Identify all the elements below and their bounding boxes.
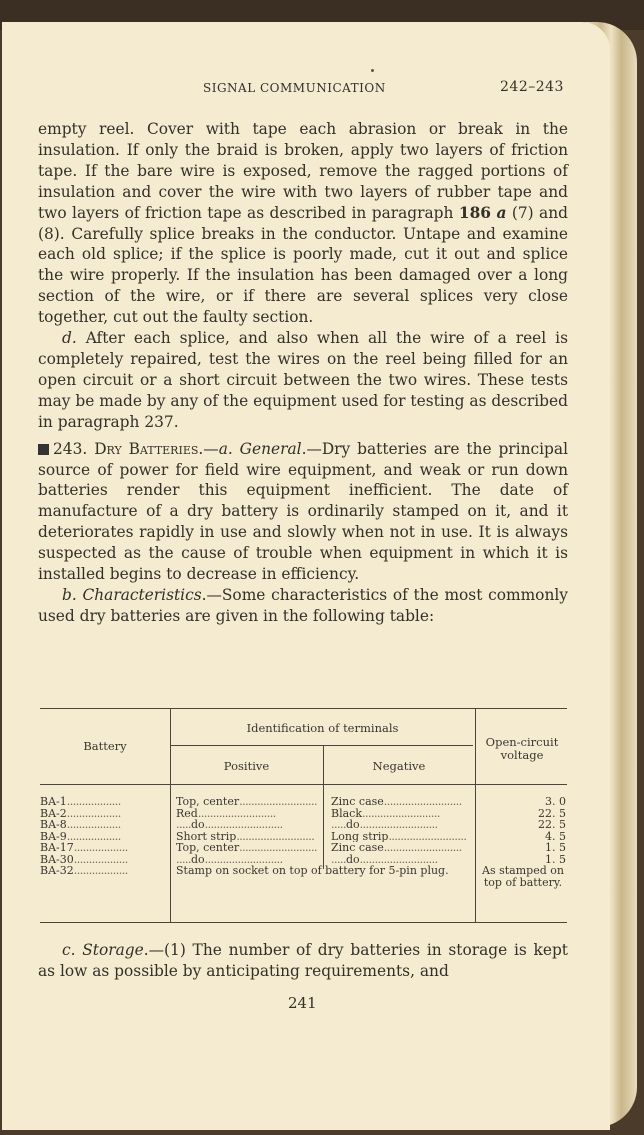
cell-voltage: 4. 5: [545, 829, 566, 843]
cell-negative: [331, 831, 471, 843]
header-positive: Positive: [223, 759, 270, 773]
section-243: [38, 439, 568, 585]
positive-value: Red: [176, 807, 198, 819]
table-rule-bottom: [40, 922, 567, 923]
section-number: 243.: [53, 439, 88, 458]
cell-positive-spanning: Stamp on socket on top of battery for 5-pin plug.: [176, 864, 449, 877]
table-rule-top: [40, 708, 567, 709]
cell-negative: [331, 796, 471, 808]
para-b-label: b.: [62, 585, 77, 604]
battery-name: BA-2: [40, 807, 67, 819]
cell-battery: [40, 831, 166, 843]
leader-dots: ..................: [73, 842, 128, 854]
section-a-label: a.: [218, 439, 233, 458]
battery-name: BA-17: [40, 842, 74, 854]
section-a-title: General: [239, 439, 302, 458]
table-rule-head: [40, 784, 567, 785]
speck: [371, 69, 374, 72]
para-b-text: .—Some characteristics of the most commonly used dry batteries are given in the following table:: [38, 585, 568, 625]
section-a-text: .—Dry batteries are the principal source of power for field wire equipment, and weak or run down batteries render this equipment inefficient. The date of manufacture of a dry battery is ordinarily stamped on it, and it deteriorates rapidly in use and slowly when not in use. It is always suspected as the cause of trouble when equipment in which it is installed begins to decrease in efficiency.: [38, 439, 568, 584]
running-head: [2, 79, 610, 99]
header-identification: Identification of terminals: [246, 721, 399, 735]
book-page: [2, 22, 610, 1130]
positive-value: Short strip: [176, 830, 237, 842]
leader-dots: ..................: [66, 807, 121, 819]
cell-voltage: 1. 5: [545, 852, 566, 866]
cell-negative: [331, 808, 471, 820]
negative-value: Zinc case: [331, 842, 384, 854]
leader-dots: ..................: [66, 830, 121, 842]
leader-dots: ..........................: [239, 796, 318, 808]
cell-battery: [40, 865, 166, 877]
leader-dots: ..................: [66, 819, 121, 831]
header-battery: Battery: [83, 739, 127, 753]
battery-name: BA-8: [40, 819, 67, 831]
section-mark-icon: [38, 444, 49, 455]
header-negative: Negative: [372, 759, 426, 773]
battery-name: BA-30: [40, 853, 74, 865]
leader-dots: ..........................: [236, 830, 315, 842]
paragraph-d: [38, 328, 568, 433]
paragraph-c: [38, 940, 568, 982]
para-d-label: d.: [62, 329, 77, 348]
cell-positive: [176, 831, 321, 843]
cell-voltage: 3. 0: [545, 795, 566, 808]
cell-battery: [40, 819, 166, 831]
leader-dots: ..........................: [359, 853, 438, 865]
leader-dots: .....: [331, 819, 346, 831]
cell-battery: [40, 808, 166, 820]
leader-dots: ..........................: [359, 819, 438, 831]
positive-value: do: [190, 853, 205, 865]
battery-name: BA-1: [40, 796, 67, 808]
cell-battery: [40, 796, 166, 808]
positive-value: Top, center: [176, 796, 240, 808]
battery-table: [40, 708, 567, 922]
negative-value: Zinc case: [331, 796, 384, 808]
table-rule-sub: [170, 745, 473, 746]
leader-dots: ..........................: [388, 830, 467, 842]
cell-positive: [176, 819, 321, 831]
cell-negative: [331, 842, 471, 854]
para-ref-sub: a: [496, 203, 507, 222]
section-sep: .—: [198, 439, 219, 458]
running-head-title: SIGNAL COMMUNICATION: [203, 81, 386, 95]
negative-value: do: [345, 853, 360, 865]
leader-dots: ..................: [66, 796, 121, 808]
cell-positive: [176, 842, 321, 854]
para-c-label: c.: [62, 941, 76, 959]
battery-name: BA-9: [40, 830, 67, 842]
para-b-title: Characteristics: [82, 585, 202, 604]
table-col-line-3: [475, 708, 476, 922]
body-text: [38, 119, 568, 627]
leader-dots: .....: [176, 819, 191, 831]
para-c-text: .—(1) The number of dry batteries in storage is kept as low as possible by anticipating requirements, and: [38, 941, 568, 980]
leader-dots: ..........................: [383, 842, 462, 854]
leader-dots: ..........................: [239, 842, 318, 854]
leader-dots: ..........................: [197, 807, 276, 819]
section-title: Dry Batteries: [94, 439, 199, 458]
cell-battery: [40, 854, 166, 866]
running-head-page-range: 242–243: [500, 79, 564, 95]
negative-value: do: [345, 819, 360, 831]
battery-name: BA-32: [40, 865, 74, 877]
leader-dots: ..................: [73, 853, 128, 865]
para1-end: (7) and (8). Carefully splice breaks in the conductor. Untape and examine each old splice; if the splice is poorly made, cut it out and splice the wire properly. If the insulation has been damaged over a long section of the wire, or if there are several splices very close together, cut out the faulty section.: [38, 203, 568, 327]
para-ref: 186: [458, 203, 492, 222]
negative-value: Black: [331, 807, 362, 819]
cell-negative: [331, 819, 471, 831]
leader-dots: .....: [176, 853, 191, 865]
cell-voltage: As stamped on top of battery.: [482, 864, 564, 889]
paragraph-continued: [38, 119, 568, 328]
leader-dots: ..........................: [204, 853, 283, 865]
negative-value: Long strip: [331, 830, 389, 842]
para-c-title: Storage: [82, 941, 144, 959]
cell-battery: [40, 842, 166, 854]
para-d-text: After each splice, and also when all the wire of a reel is completely repaired, test the wires on the reel being filled for an open circuit or a short circuit between the two wires. These tests may be made by any of the equipment used for testing as described in paragraph 237.: [38, 329, 568, 431]
cell-voltage: 22. 5: [538, 806, 566, 820]
leader-dots: .....: [331, 853, 346, 865]
table-col-line-1: [170, 708, 171, 922]
paragraph-b: [38, 585, 568, 627]
folio: 241: [288, 994, 317, 1012]
header-voltage: Open-circuit voltage: [485, 735, 559, 762]
leader-dots: ..........................: [204, 819, 283, 831]
positive-value: Top, center: [176, 842, 240, 854]
leader-dots: ..........................: [362, 807, 440, 819]
cell-voltage: 1. 5: [545, 841, 566, 854]
leader-dots: ..........................: [383, 796, 462, 808]
cell-voltage: 22. 5: [538, 818, 566, 831]
para1-text: empty reel. Cover with tape each abrasion or break in the insulation. If only the braid is broken, apply two layers of friction tape. If the bare wire is exposed, remove the ragged portions of insulation and cover the wire with two layers of rubber tape and two layers of friction tape as described in paragraph: [38, 120, 568, 222]
cell-positive: [176, 808, 321, 820]
cell-positive: [176, 796, 321, 808]
leader-dots: ..................: [73, 865, 128, 877]
positive-value: do: [190, 819, 205, 831]
